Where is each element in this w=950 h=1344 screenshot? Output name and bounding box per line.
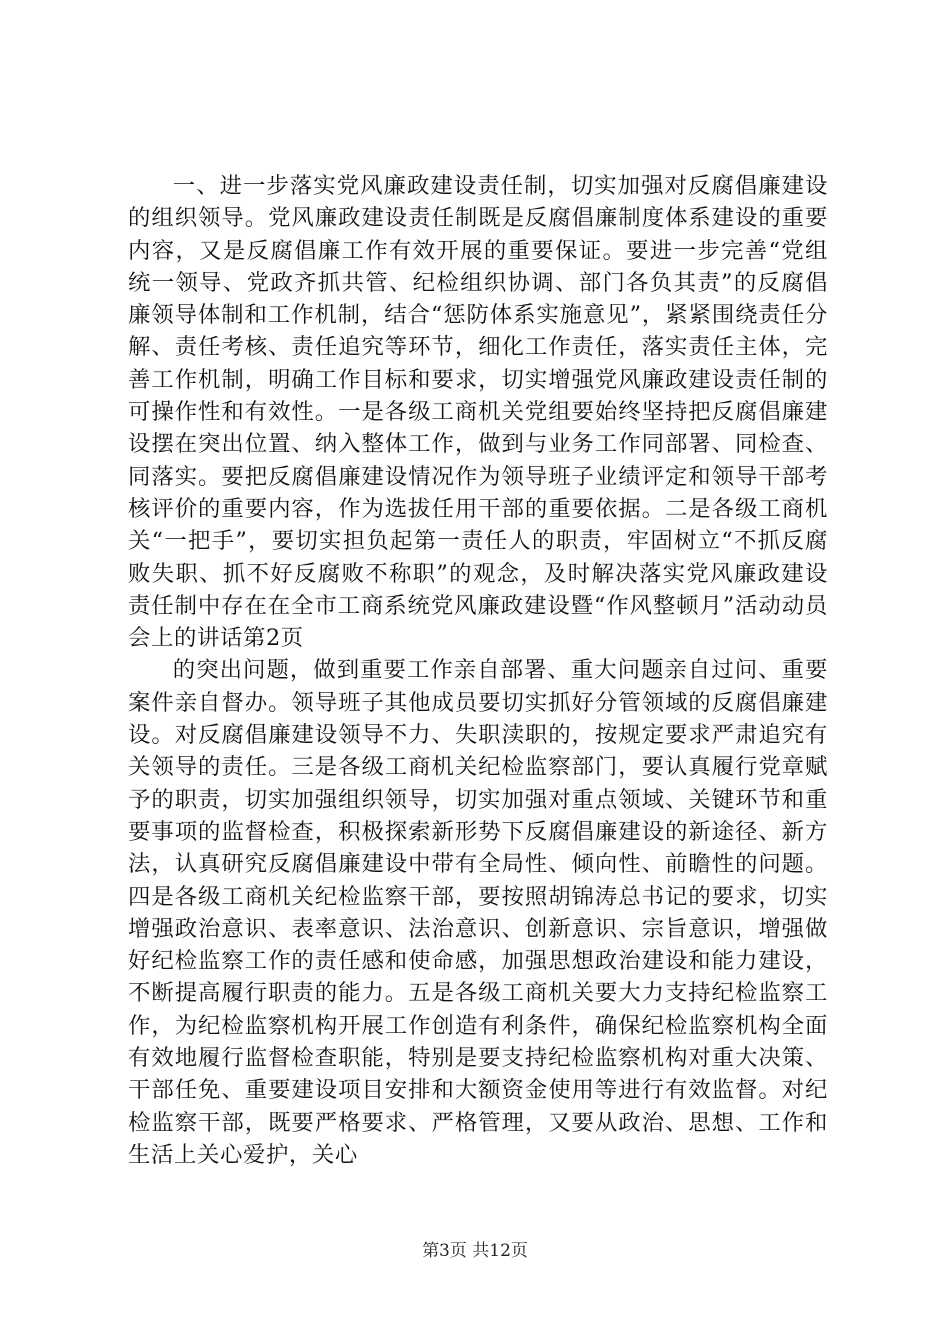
document-body	[128, 170, 828, 1171]
paragraph-2: 的突出问题，做到重要工作亲自部署、重大问题亲自过问、重要案件亲自督办。领导班子其他成员要切实抓好分管领域的反腐倡廉建设。对反腐倡廉建设领导不力、失职渎职的，按规定要求严肃追究有关领导的责任。三是各级工商机关纪检监察部门，要认真履行党章赋予的职责，切实加强组织领导，切实加强对重点领域、关键环节和重要事项的监督检查，积极探索新形势下反腐倡廉建设的新途径、新方法，认真研究反腐倡廉建设中带有全局性、倾向性、前瞻性的问题。四是各级工商机关纪检监察干部，要按照胡锦涛总书记的要求，切实增强政治意识、表率意识、法治意识、创新意识、宗旨意识，增强做好纪检监察工作的责任感和使命感，加强思想政治建设和能力建设，不断提高履行职责的能力。五是各级工商机关要大力支持纪检监察工作，为纪检监察机构开展工作创造有利条件，确保纪检监察机构全面有效地履行监督检查职能，特别是要支持纪检监察机构对重大决策、干部任免、重要建设项目安排和大额资金使用等进行有效监督。对纪检监察干部，既要严格要求、严格管理，又要从政治、思想、工作和生活上关心爱护，关心	[128, 657, 828, 1168]
paragraph-1: 一、进一步落实党风廉政建设责任制，切实加强对反腐倡廉建设的组织领导。党风廉政建设责任制既是反腐倡廉制度体系建设的重要内容，又是反腐倡廉工作有效开展的重要保证。要进一步完善“党组统一领导、党政齐抓共管、纪检组织协调、部门各负其责”的反腐倡廉领导体制和工作机制，结合“惩防体系实施意见”，紧紧围绕责任分解、责任考核、责任追究等环节，细化工作责任，落实责任主体，完善工作机制，明确工作目标和要求，切实增强党风廉政建设责任制的可操作性和有效性。一是各级工商机关党组要始终坚持把反腐倡廉建设摆在突出位置、纳入整体工作，做到与业务工作同部署、同检查、同落实。要把反腐倡廉建设情况作为领导班子业绩评定和领导干部考核评价的重要内容，作为选拔任用干部的重要依据。二是各级工商机关“一把手”，要切实担负起第一责任人的职责，牢固树立“不抓反腐败失职、抓不好反腐败不称职”的观念，及时解决落实党风廉政建设责任制中存在在全市工商系统党风廉政建设暨“作风整顿月”活动动员会上的讲话第2页	[128, 173, 828, 652]
page-number-footer: 第3页 共12页	[422, 1241, 528, 1261]
